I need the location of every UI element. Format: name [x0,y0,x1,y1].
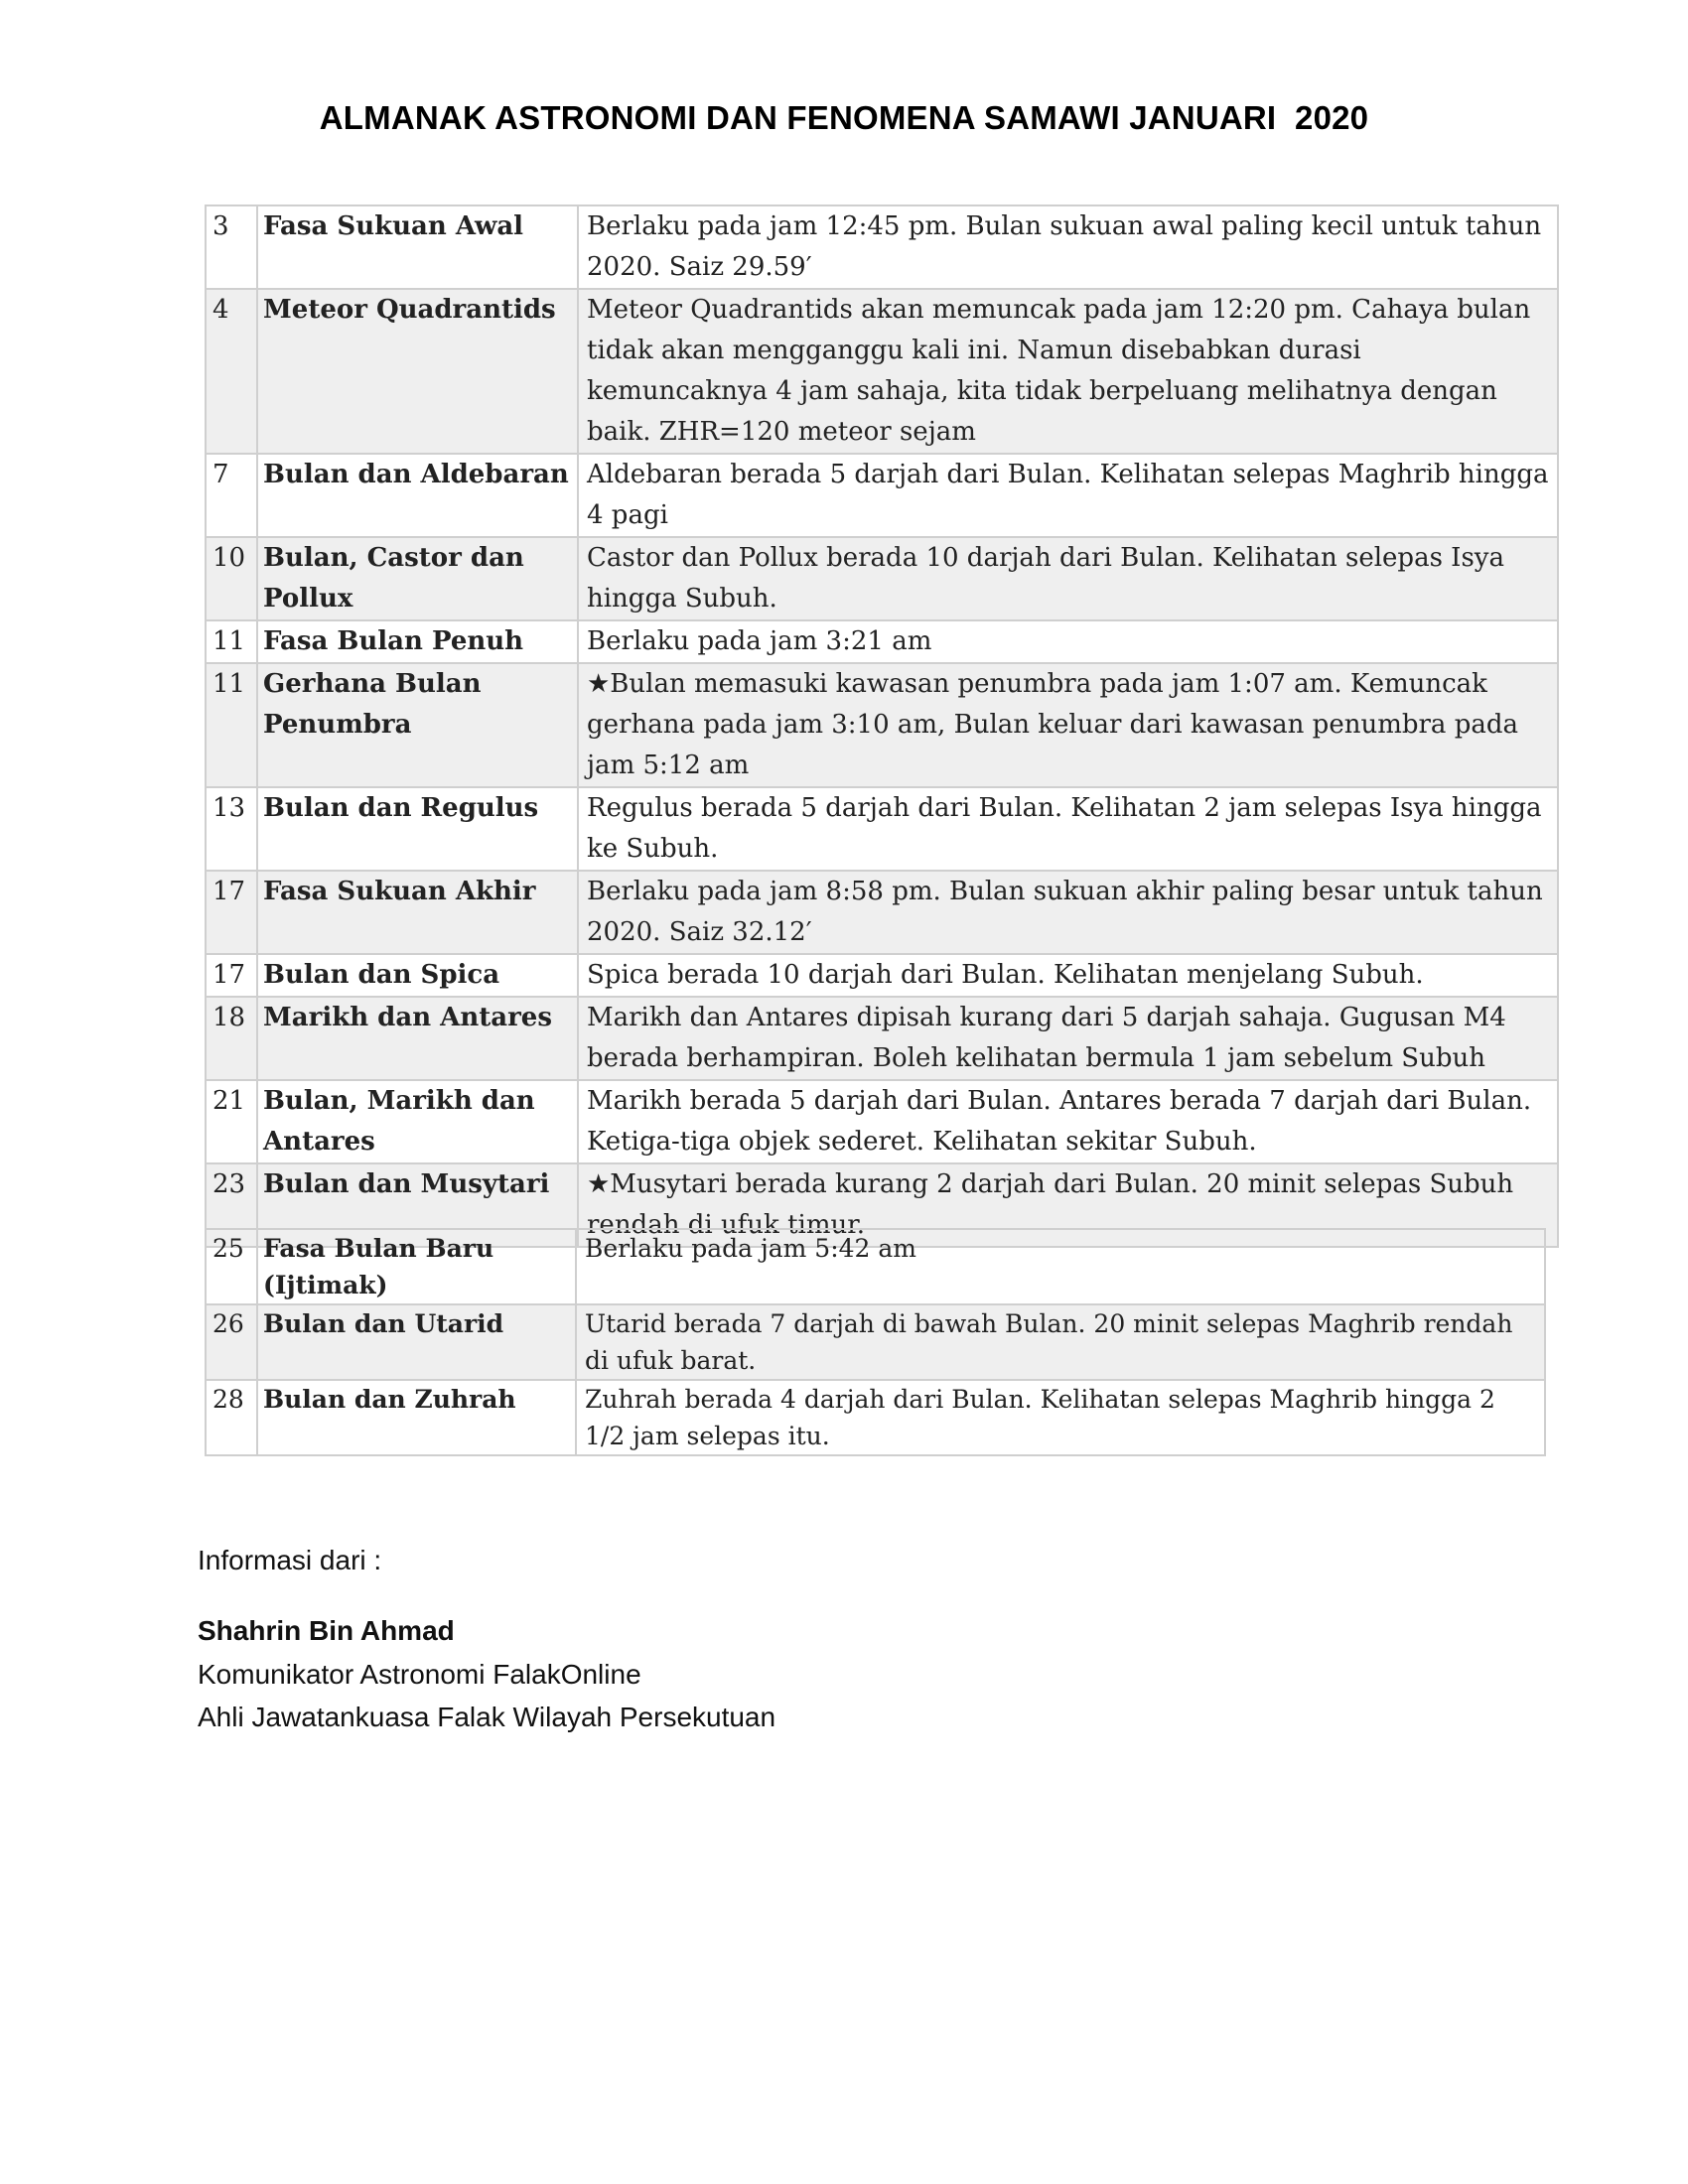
event-cell: Meteor Quadrantids [257,289,578,454]
author-affiliation: Ahli Jawatankuasa Falak Wilayah Persekutuan [198,1702,776,1732]
day-cell: 4 [206,289,257,454]
day-cell: 25 [206,1229,257,1304]
source-label: Informasi dari : [198,1545,382,1575]
day-cell: 11 [206,663,257,787]
description-cell: Marikh berada 5 darjah dari Bulan. Antares berada 7 darjah dari Bulan. Ketiga-tiga objek sederet. Kelihatan sekitar Subuh. [578,1080,1558,1163]
description-cell: ★Bulan memasuki kawasan penumbra pada jam 1:07 am. Kemuncak gerhana pada jam 3:10 am, Bulan keluar dari kawasan penumbra pada jam 5:12 am [578,663,1558,787]
day-cell: 11 [206,620,257,663]
event-cell: Bulan dan Zuhrah [257,1380,576,1455]
events-table-2-body [206,1229,1545,1455]
event-cell: Bulan dan Musytari [257,1163,578,1247]
events-table-1 [205,205,1559,1248]
author-name: Shahrin Bin Ahmad [198,1615,455,1646]
table-row [206,289,1558,454]
description-cell: Berlaku pada jam 12:45 pm. Bulan sukuan awal paling kecil untuk tahun 2020. Saiz 29.59′ [578,205,1558,289]
description-cell: Castor dan Pollux berada 10 darjah dari Bulan. Kelihatan selepas Isya hingga Subuh. [578,537,1558,620]
table-row [206,871,1558,954]
events-table-1-body [206,205,1558,1247]
event-cell: Bulan, Marikh dan Antares [257,1080,578,1163]
table-row [206,997,1558,1080]
author-role: Komunikator Astronomi FalakOnline [198,1659,641,1690]
page-title: ALMANAK ASTRONOMI DAN FENOMENA SAMAWI JANUARI 2020 [319,99,1369,136]
table-row [206,1229,1545,1304]
day-cell: 17 [206,954,257,997]
description-cell: Marikh dan Antares dipisah kurang dari 5 darjah sahaja. Gugusan M4 berada berhampiran. Boleh kelihatan bermula 1 jam sebelum Subuh [578,997,1558,1080]
day-cell: 23 [206,1163,257,1247]
event-cell: Bulan dan Utarid [257,1304,576,1380]
events-table-2 [205,1228,1546,1456]
day-cell: 7 [206,454,257,537]
event-cell: Fasa Sukuan Akhir [257,871,578,954]
day-cell: 17 [206,871,257,954]
table-row [206,454,1558,537]
table-row [206,205,1558,289]
description-cell: Zuhrah berada 4 darjah dari Bulan. Kelihatan selepas Maghrib hingga 2 1/2 jam selepas itu. [576,1380,1545,1455]
event-cell: Bulan dan Aldebaran [257,454,578,537]
day-cell: 10 [206,537,257,620]
table-row [206,1380,1545,1455]
description-cell: Regulus berada 5 darjah dari Bulan. Kelihatan 2 jam selepas Isya hingga ke Subuh. [578,787,1558,871]
description-cell: ★Musytari berada kurang 2 darjah dari Bulan. 20 minit selepas Subuh rendah di ufuk timur. [578,1163,1558,1247]
table-row [206,1080,1558,1163]
table-row [206,537,1558,620]
table-row [206,620,1558,663]
day-cell: 18 [206,997,257,1080]
description-cell: Berlaku pada jam 3:21 am [578,620,1558,663]
day-cell: 13 [206,787,257,871]
table-row [206,954,1558,997]
event-cell: Bulan dan Spica [257,954,578,997]
event-cell: Fasa Bulan Baru (Ijtimak) [257,1229,576,1304]
description-cell: Spica berada 10 darjah dari Bulan. Kelihatan menjelang Subuh. [578,954,1558,997]
event-cell: Bulan dan Regulus [257,787,578,871]
day-cell: 28 [206,1380,257,1455]
description-cell: Utarid berada 7 darjah di bawah Bulan. 20 minit selepas Maghrib rendah di ufuk barat. [576,1304,1545,1380]
description-cell: Berlaku pada jam 5:42 am [576,1229,1545,1304]
event-cell: Bulan, Castor dan Pollux [257,537,578,620]
description-cell: Meteor Quadrantids akan memuncak pada jam 12:20 pm. Cahaya bulan tidak akan mengganggu kali ini. Namun disebabkan durasi kemuncaknya 4 jam sahaja, kita tidak berpeluang melihatnya dengan baik. ZHR=120 meteor sejam [578,289,1558,454]
description-cell: Berlaku pada jam 8:58 pm. Bulan sukuan akhir paling besar untuk tahun 2020. Saiz 32.12′ [578,871,1558,954]
table-row [206,787,1558,871]
day-cell: 3 [206,205,257,289]
day-cell: 21 [206,1080,257,1163]
event-cell: Marikh dan Antares [257,997,578,1080]
event-cell: Fasa Bulan Penuh [257,620,578,663]
table-row [206,663,1558,787]
description-cell: Aldebaran berada 5 darjah dari Bulan. Kelihatan selepas Maghrib hingga 4 pagi [578,454,1558,537]
event-cell: Gerhana Bulan Penumbra [257,663,578,787]
day-cell: 26 [206,1304,257,1380]
table-row [206,1304,1545,1380]
event-cell: Fasa Sukuan Awal [257,205,578,289]
